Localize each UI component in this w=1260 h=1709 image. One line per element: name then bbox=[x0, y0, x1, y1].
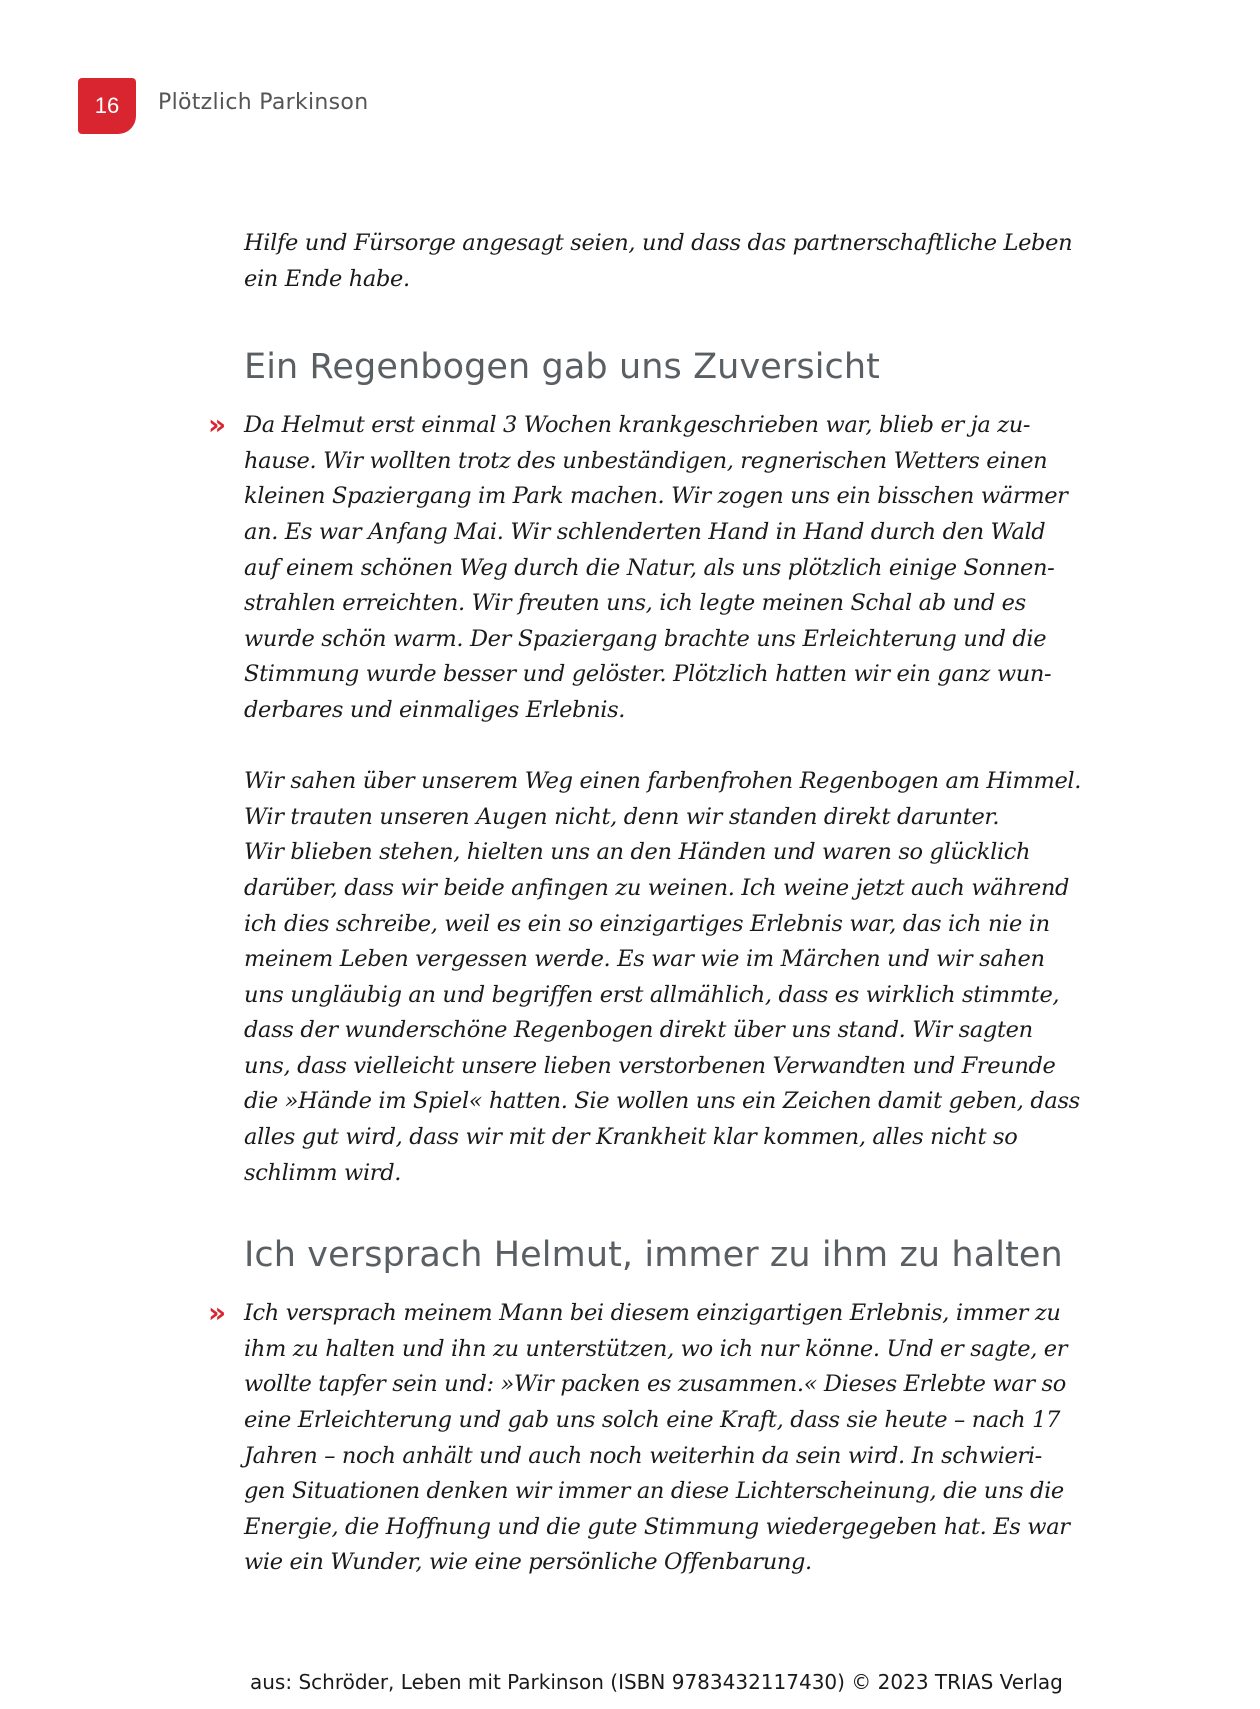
running-title: Plötzlich Parkinson bbox=[158, 90, 369, 115]
text-line: Energie, die Hoffnung und die gute Stimmung wiedergegeben hat. Es war bbox=[244, 1513, 1070, 1540]
source-citation: aus: Schröder, Leben mit Parkinson (ISBN 9783432117430) © 2023 TRIAS Verlag bbox=[250, 1670, 1063, 1694]
text-line: dass der wunderschöne Regenbogen direkt über uns stand. Wir sagten bbox=[244, 1017, 1033, 1044]
text-line: Wir trauten unseren Augen nicht, denn wir standen direkt darunter. bbox=[244, 803, 1000, 830]
text-line: gen Situationen denken wir immer an diese Lichterscheinung, die uns die bbox=[244, 1478, 1064, 1505]
text-line: ein Ende habe. bbox=[244, 265, 410, 292]
chevron-marker-icon: » bbox=[208, 408, 223, 442]
section1-body bbox=[208, 408, 1084, 1191]
text-line: Stimmung wurde besser und gelöster. Plötzlich hatten wir ein ganz wun- bbox=[244, 661, 1052, 688]
text-line: wurde schön warm. Der Spaziergang brachte uns Erleichterung und die bbox=[244, 625, 1047, 652]
text-line: schlimm wird. bbox=[244, 1159, 402, 1186]
paragraph-rainbow bbox=[244, 764, 1084, 1191]
text-line: Hilfe und Fürsorge angesagt seien, und dass das partnerschaftliche Leben bbox=[244, 230, 1073, 256]
text-line: wollte tapfer sein und: »Wir packen es zusammen.« Dieses Erlebte war so bbox=[244, 1371, 1066, 1398]
section-heading-rainbow: Ein Regenbogen gab uns Zuversicht bbox=[244, 347, 880, 388]
text-line: wie ein Wunder, wie eine persönliche Offenbarung. bbox=[244, 1549, 812, 1576]
text-line: uns ungläubig an und begriffen erst allmählich, dass es wirklich stimmte, bbox=[244, 981, 1060, 1008]
text-line: uns, dass vielleicht unsere lieben verstorbenen Verwandten und Freunde bbox=[244, 1052, 1056, 1079]
text-line: eine Erleichterung und gab uns solch eine Kraft, dass sie heute – nach 17 bbox=[244, 1407, 1061, 1434]
paragraph-gap bbox=[244, 729, 1084, 765]
text-line: strahlen erreichten. Wir freuten uns, ich legte meinen Schal ab und es bbox=[244, 590, 1026, 617]
article-body bbox=[208, 226, 1084, 1581]
text-line: darüber, dass wir beide anfingen zu weinen. Ich weine jetzt auch während bbox=[244, 874, 1070, 901]
text-line: kleinen Spaziergang im Park machen. Wir zogen uns ein bisschen wärmer bbox=[244, 483, 1068, 510]
text-line: die »Hände im Spiel« hatten. Sie wollen uns ein Zeichen damit geben, dass bbox=[244, 1088, 1080, 1115]
section2-body bbox=[208, 1296, 1084, 1581]
text-line: Da Helmut erst einmal 3 Wochen krankgeschrieben war, blieb er ja zu- bbox=[244, 412, 1031, 439]
text-line: Jahren – noch anhält und auch noch weiterhin da sein wird. In schwieri- bbox=[244, 1442, 1042, 1469]
text-line: meinem Leben vergessen werde. Es war wie im Märchen und wir sahen bbox=[244, 946, 1045, 973]
section-heading-promise: Ich versprach Helmut, immer zu ihm zu halten bbox=[244, 1235, 1063, 1276]
text-line: alles gut wird, dass wir mit der Krankheit klar kommen, alles nicht so bbox=[244, 1124, 1018, 1151]
text-line: an. Es war Anfang Mai. Wir schlenderten Hand in Hand durch den Wald bbox=[244, 518, 1046, 545]
text-line: Ich versprach meinem Mann bei diesem einzigartigen Erlebnis, immer zu bbox=[244, 1300, 1061, 1327]
text-line: ihm zu halten und ihn zu unterstützen, wo ich nur könne. Und er sagte, er bbox=[244, 1335, 1068, 1362]
paragraph-promise bbox=[244, 1296, 1084, 1581]
paragraph-walk bbox=[244, 408, 1084, 728]
page-number-badge: 16 bbox=[78, 78, 136, 134]
text-line: hause. Wir wollten trotz des unbeständigen, regnerischen Wetters einen bbox=[244, 447, 1048, 474]
text-line: auf einem schönen Weg durch die Natur, als uns plötzlich einige Sonnen- bbox=[244, 554, 1055, 581]
text-line: Wir sahen über unserem Weg einen farbenfrohen Regenbogen am Himmel. bbox=[244, 768, 1082, 795]
intro-paragraph bbox=[244, 226, 1084, 297]
text-line: ich dies schreibe, weil es ein so einzigartiges Erlebnis war, das ich nie in bbox=[244, 910, 1050, 937]
chevron-marker-icon: » bbox=[208, 1296, 223, 1330]
text-line: derbares und einmaliges Erlebnis. bbox=[244, 696, 626, 723]
text-line: Wir blieben stehen, hielten uns an den Händen und waren so glücklich bbox=[244, 839, 1031, 866]
